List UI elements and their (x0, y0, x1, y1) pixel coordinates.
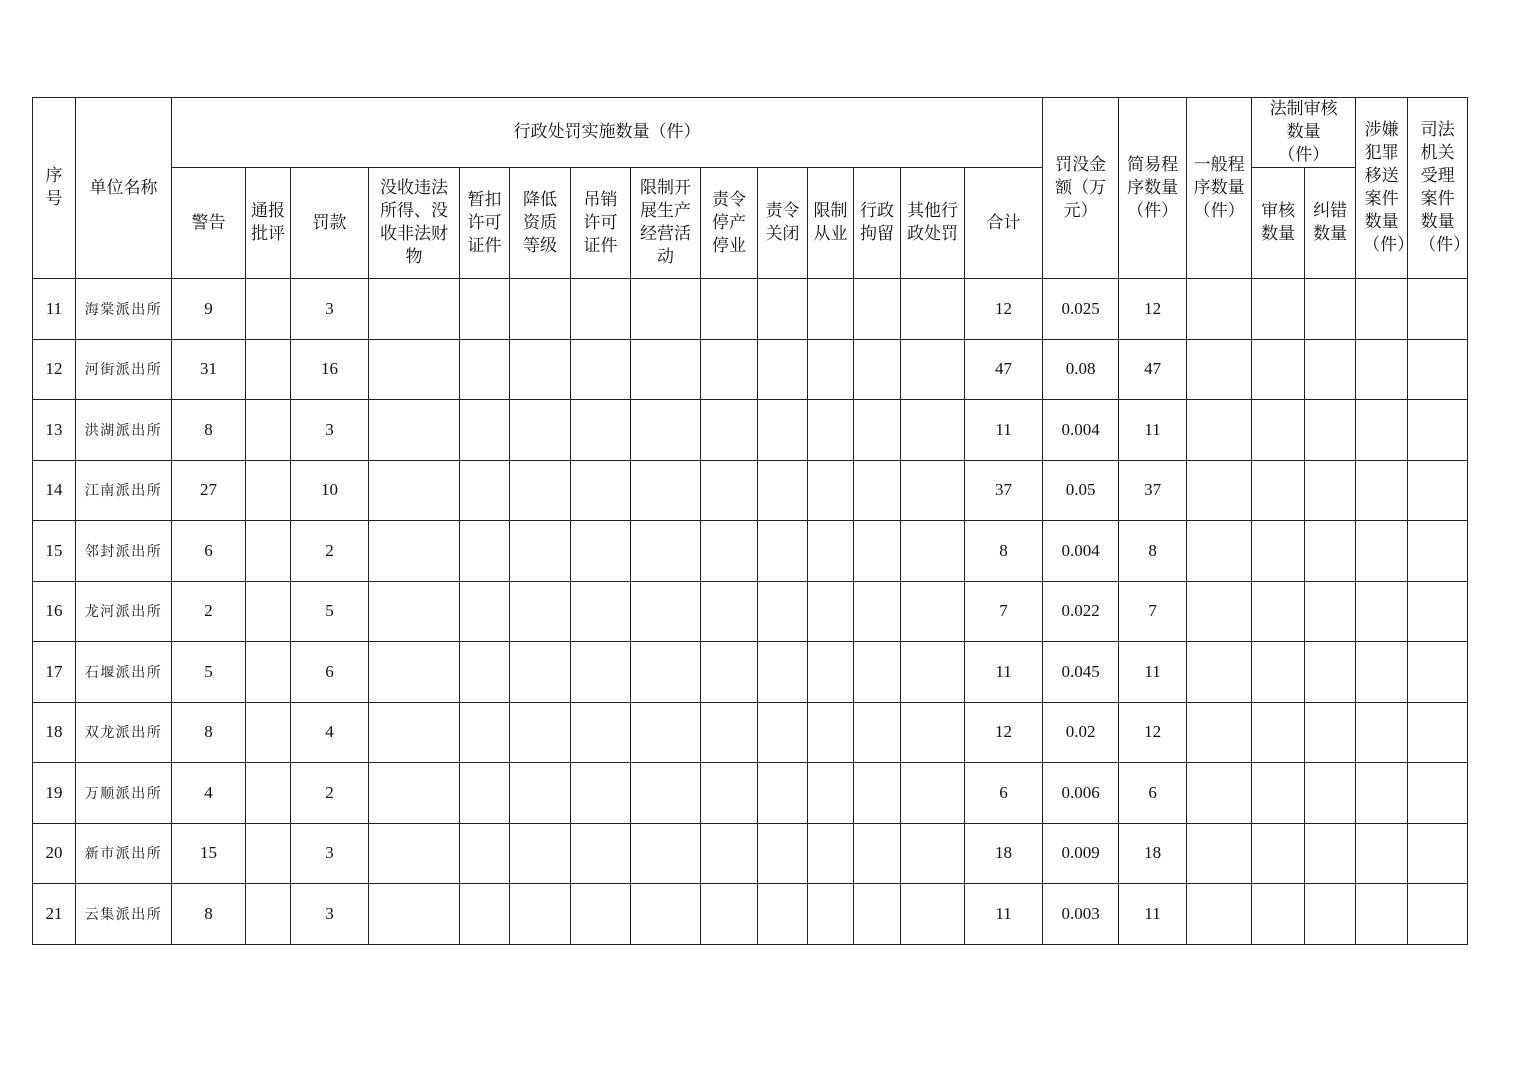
cell-criticism (246, 642, 291, 703)
cell-amount: 0.05 (1043, 460, 1119, 521)
table-row (33, 581, 1468, 642)
cell-seq: 14 (33, 460, 76, 521)
cell-empty (460, 460, 510, 521)
cell-name: 云集派出所 (76, 884, 172, 945)
cell-empty (758, 460, 808, 521)
cell-empty (369, 460, 460, 521)
cell-empty (369, 279, 460, 340)
cell-simple: 47 (1119, 339, 1187, 400)
cell-empty (571, 400, 631, 461)
cell-empty (1252, 702, 1305, 763)
cell-criticism (246, 884, 291, 945)
cell-empty (571, 884, 631, 945)
cell-empty (758, 339, 808, 400)
cell-total: 11 (965, 400, 1043, 461)
cell-empty (1408, 279, 1468, 340)
cell-empty (701, 702, 758, 763)
cell-criticism (246, 400, 291, 461)
table-row (33, 400, 1468, 461)
cell-empty (510, 884, 571, 945)
cell-seq: 21 (33, 884, 76, 945)
cell-fine: 5 (291, 581, 369, 642)
cell-empty (460, 521, 510, 582)
cell-empty (460, 581, 510, 642)
cell-empty (1252, 763, 1305, 824)
cell-empty (460, 642, 510, 703)
cell-empty (1187, 581, 1252, 642)
cell-empty (1305, 521, 1356, 582)
header-fine: 罚款 (291, 168, 369, 279)
cell-empty (1187, 763, 1252, 824)
cell-empty (460, 702, 510, 763)
cell-simple: 6 (1119, 763, 1187, 824)
cell-empty (510, 339, 571, 400)
cell-total: 37 (965, 460, 1043, 521)
cell-warning: 5 (172, 642, 246, 703)
cell-simple: 7 (1119, 581, 1187, 642)
cell-empty (1187, 400, 1252, 461)
header-penalty-group: 行政处罚实施数量（件） (172, 98, 1043, 168)
header-order-suspend: 责令停产停业 (701, 168, 758, 279)
cell-warning: 8 (172, 702, 246, 763)
cell-empty (808, 400, 854, 461)
cell-simple: 11 (1119, 884, 1187, 945)
cell-empty (1305, 642, 1356, 703)
cell-amount: 0.025 (1043, 279, 1119, 340)
cell-empty (571, 339, 631, 400)
cell-empty (1305, 884, 1356, 945)
cell-fine: 2 (291, 763, 369, 824)
cell-empty (369, 763, 460, 824)
cell-criticism (246, 460, 291, 521)
cell-name: 河街派出所 (76, 339, 172, 400)
cell-total: 11 (965, 642, 1043, 703)
cell-empty (1408, 823, 1468, 884)
cell-empty (701, 521, 758, 582)
table-row (33, 460, 1468, 521)
cell-empty (1252, 279, 1305, 340)
header-review-count: 审核数量 (1252, 168, 1305, 279)
cell-empty (854, 279, 901, 340)
cell-empty (901, 279, 965, 340)
cell-amount: 0.004 (1043, 400, 1119, 461)
cell-warning: 2 (172, 581, 246, 642)
cell-seq: 11 (33, 279, 76, 340)
cell-warning: 27 (172, 460, 246, 521)
cell-fine: 3 (291, 823, 369, 884)
header-circulate-criticism: 通报批评 (246, 168, 291, 279)
header-simple-procedure: 简易程序数量（件） (1119, 98, 1187, 279)
cell-empty (901, 702, 965, 763)
cell-empty (854, 460, 901, 521)
header-judicial-accepted: 司法机关受理案件数量（件） (1408, 98, 1468, 279)
cell-empty (758, 823, 808, 884)
cell-warning: 9 (172, 279, 246, 340)
cell-empty (571, 460, 631, 521)
cell-empty (1252, 642, 1305, 703)
cell-fine: 3 (291, 884, 369, 945)
header-suspend-license: 暂扣许可证件 (460, 168, 510, 279)
cell-empty (1187, 823, 1252, 884)
cell-warning: 8 (172, 400, 246, 461)
table-row (33, 823, 1468, 884)
cell-empty (571, 521, 631, 582)
cell-empty (758, 521, 808, 582)
cell-criticism (246, 339, 291, 400)
cell-empty (1356, 521, 1408, 582)
header-restrict-production: 限制开展生产经营活动 (631, 168, 701, 279)
cell-empty (1187, 702, 1252, 763)
cell-empty (631, 400, 701, 461)
cell-empty (854, 884, 901, 945)
cell-name: 石堰派出所 (76, 642, 172, 703)
cell-empty (1252, 339, 1305, 400)
cell-empty (571, 279, 631, 340)
cell-empty (369, 521, 460, 582)
cell-empty (1356, 460, 1408, 521)
cell-empty (701, 460, 758, 521)
cell-empty (1408, 702, 1468, 763)
cell-name: 龙河派出所 (76, 581, 172, 642)
cell-name: 海棠派出所 (76, 279, 172, 340)
cell-empty (701, 642, 758, 703)
cell-empty (1252, 884, 1305, 945)
cell-empty (571, 581, 631, 642)
cell-empty (631, 460, 701, 521)
cell-empty (854, 400, 901, 461)
cell-empty (510, 702, 571, 763)
table-row (33, 702, 1468, 763)
cell-empty (631, 521, 701, 582)
cell-fine: 6 (291, 642, 369, 703)
cell-empty (1187, 642, 1252, 703)
cell-empty (901, 823, 965, 884)
cell-warning: 6 (172, 521, 246, 582)
cell-empty (1187, 460, 1252, 521)
cell-empty (808, 702, 854, 763)
cell-empty (1305, 460, 1356, 521)
cell-empty (1408, 400, 1468, 461)
cell-name: 洪湖派出所 (76, 400, 172, 461)
cell-empty (1408, 339, 1468, 400)
cell-empty (369, 702, 460, 763)
cell-total: 12 (965, 702, 1043, 763)
cell-empty (854, 823, 901, 884)
cell-empty (758, 279, 808, 340)
cell-seq: 15 (33, 521, 76, 582)
cell-fine: 4 (291, 702, 369, 763)
cell-warning: 15 (172, 823, 246, 884)
cell-empty (854, 521, 901, 582)
cell-empty (1252, 460, 1305, 521)
cell-empty (510, 521, 571, 582)
cell-seq: 18 (33, 702, 76, 763)
cell-amount: 0.009 (1043, 823, 1119, 884)
cell-empty (1305, 763, 1356, 824)
cell-empty (460, 823, 510, 884)
table-row (33, 884, 1468, 945)
cell-empty (808, 339, 854, 400)
cell-empty (510, 279, 571, 340)
cell-simple: 12 (1119, 279, 1187, 340)
cell-total: 47 (965, 339, 1043, 400)
cell-empty (701, 763, 758, 824)
cell-empty (1356, 702, 1408, 763)
header-seq: 序号 (33, 98, 76, 279)
header-confiscate: 没收违法所得、没收非法财物 (369, 168, 460, 279)
cell-empty (510, 642, 571, 703)
cell-criticism (246, 702, 291, 763)
cell-warning: 4 (172, 763, 246, 824)
table-row (33, 339, 1468, 400)
cell-warning: 8 (172, 884, 246, 945)
cell-empty (460, 884, 510, 945)
cell-amount: 0.006 (1043, 763, 1119, 824)
header-correction-count: 纠错数量 (1305, 168, 1356, 279)
cell-empty (571, 702, 631, 763)
table-row (33, 279, 1468, 340)
cell-empty (1305, 823, 1356, 884)
cell-empty (1408, 763, 1468, 824)
cell-empty (901, 581, 965, 642)
cell-empty (510, 763, 571, 824)
header-fine-amount: 罚没金额（万元） (1043, 98, 1119, 279)
cell-total: 8 (965, 521, 1043, 582)
cell-empty (1187, 339, 1252, 400)
cell-empty (758, 884, 808, 945)
cell-criticism (246, 521, 291, 582)
cell-amount: 0.02 (1043, 702, 1119, 763)
cell-empty (1305, 581, 1356, 642)
cell-empty (808, 763, 854, 824)
cell-amount: 0.022 (1043, 581, 1119, 642)
cell-criticism (246, 581, 291, 642)
table-row (33, 642, 1468, 703)
cell-empty (1252, 400, 1305, 461)
header-restrict-employment: 限制从业 (808, 168, 854, 279)
cell-empty (1356, 763, 1408, 824)
cell-empty (854, 702, 901, 763)
cell-empty (758, 581, 808, 642)
cell-empty (854, 339, 901, 400)
cell-criticism (246, 823, 291, 884)
cell-seq: 13 (33, 400, 76, 461)
cell-empty (631, 763, 701, 824)
cell-empty (1408, 460, 1468, 521)
cell-empty (808, 581, 854, 642)
cell-empty (808, 279, 854, 340)
cell-empty (571, 823, 631, 884)
cell-simple: 11 (1119, 642, 1187, 703)
cell-empty (460, 400, 510, 461)
cell-empty (631, 339, 701, 400)
cell-empty (1408, 884, 1468, 945)
cell-empty (1305, 400, 1356, 461)
cell-empty (460, 279, 510, 340)
cell-simple: 37 (1119, 460, 1187, 521)
cell-empty (901, 642, 965, 703)
cell-simple: 12 (1119, 702, 1187, 763)
header-lower-qualification: 降低资质等级 (510, 168, 571, 279)
cell-empty (808, 460, 854, 521)
cell-empty (701, 279, 758, 340)
cell-empty (701, 823, 758, 884)
cell-amount: 0.003 (1043, 884, 1119, 945)
cell-amount: 0.004 (1043, 521, 1119, 582)
cell-empty (369, 581, 460, 642)
cell-empty (1252, 823, 1305, 884)
cell-total: 11 (965, 884, 1043, 945)
cell-empty (1305, 339, 1356, 400)
cell-empty (1305, 279, 1356, 340)
cell-empty (571, 763, 631, 824)
cell-total: 12 (965, 279, 1043, 340)
cell-empty (1408, 521, 1468, 582)
cell-empty (1356, 400, 1408, 461)
penalty-statistics-table (32, 97, 1471, 945)
cell-total: 18 (965, 823, 1043, 884)
cell-empty (369, 823, 460, 884)
cell-empty (701, 581, 758, 642)
header-detention: 行政拘留 (854, 168, 901, 279)
cell-total: 7 (965, 581, 1043, 642)
cell-empty (1356, 339, 1408, 400)
cell-empty (808, 642, 854, 703)
cell-empty (369, 339, 460, 400)
cell-empty (1305, 702, 1356, 763)
cell-seq: 17 (33, 642, 76, 703)
cell-name: 万顺派出所 (76, 763, 172, 824)
cell-empty (1187, 884, 1252, 945)
table-body (33, 279, 1468, 945)
header-revoke-license: 吊销许可证件 (571, 168, 631, 279)
cell-seq: 20 (33, 823, 76, 884)
cell-empty (1187, 279, 1252, 340)
cell-empty (631, 581, 701, 642)
cell-empty (510, 581, 571, 642)
header-general-procedure: 一般程序数量（件） (1187, 98, 1252, 279)
cell-empty (631, 702, 701, 763)
cell-empty (758, 763, 808, 824)
cell-fine: 3 (291, 279, 369, 340)
cell-empty (1252, 521, 1305, 582)
cell-name: 邻封派出所 (76, 521, 172, 582)
cell-empty (369, 884, 460, 945)
cell-empty (901, 521, 965, 582)
cell-empty (369, 642, 460, 703)
header-unit-name: 单位名称 (76, 98, 172, 279)
header-total: 合计 (965, 168, 1043, 279)
cell-fine: 3 (291, 400, 369, 461)
cell-empty (854, 763, 901, 824)
cell-criticism (246, 763, 291, 824)
header-other-penalty: 其他行政处罚 (901, 168, 965, 279)
cell-empty (854, 581, 901, 642)
header-warning: 警告 (172, 168, 246, 279)
cell-empty (758, 642, 808, 703)
cell-name: 双龙派出所 (76, 702, 172, 763)
cell-name: 新市派出所 (76, 823, 172, 884)
cell-empty (460, 339, 510, 400)
cell-seq: 12 (33, 339, 76, 400)
header-order-close: 责令关闭 (758, 168, 808, 279)
cell-empty (510, 460, 571, 521)
cell-empty (701, 884, 758, 945)
cell-empty (901, 763, 965, 824)
cell-empty (631, 823, 701, 884)
cell-fine: 10 (291, 460, 369, 521)
cell-empty (631, 279, 701, 340)
cell-amount: 0.045 (1043, 642, 1119, 703)
cell-criticism (246, 279, 291, 340)
cell-empty (854, 642, 901, 703)
cell-empty (1356, 642, 1408, 703)
cell-simple: 11 (1119, 400, 1187, 461)
cell-seq: 19 (33, 763, 76, 824)
cell-empty (1408, 581, 1468, 642)
cell-empty (510, 823, 571, 884)
cell-amount: 0.08 (1043, 339, 1119, 400)
cell-empty (631, 642, 701, 703)
cell-name: 江南派出所 (76, 460, 172, 521)
cell-fine: 16 (291, 339, 369, 400)
cell-total: 6 (965, 763, 1043, 824)
header-crime-transfer: 涉嫌犯罪移送案件数量（件） (1356, 98, 1408, 279)
cell-seq: 16 (33, 581, 76, 642)
cell-empty (1187, 521, 1252, 582)
cell-empty (701, 339, 758, 400)
table-row (33, 763, 1468, 824)
cell-fine: 2 (291, 521, 369, 582)
cell-empty (571, 642, 631, 703)
cell-empty (1408, 642, 1468, 703)
cell-empty (1356, 279, 1408, 340)
cell-empty (901, 460, 965, 521)
cell-empty (808, 521, 854, 582)
cell-empty (808, 884, 854, 945)
table-row (33, 521, 1468, 582)
cell-empty (460, 763, 510, 824)
cell-empty (901, 884, 965, 945)
cell-empty (901, 400, 965, 461)
cell-empty (758, 702, 808, 763)
cell-empty (758, 400, 808, 461)
cell-empty (701, 400, 758, 461)
cell-simple: 18 (1119, 823, 1187, 884)
header-legal-review-group: 法制审核数量（件） (1252, 98, 1356, 168)
cell-empty (1356, 823, 1408, 884)
cell-empty (369, 400, 460, 461)
cell-empty (1356, 581, 1408, 642)
cell-empty (1252, 581, 1305, 642)
cell-empty (631, 884, 701, 945)
cell-empty (808, 823, 854, 884)
cell-empty (901, 339, 965, 400)
cell-simple: 8 (1119, 521, 1187, 582)
cell-warning: 31 (172, 339, 246, 400)
cell-empty (1356, 884, 1408, 945)
cell-empty (510, 400, 571, 461)
